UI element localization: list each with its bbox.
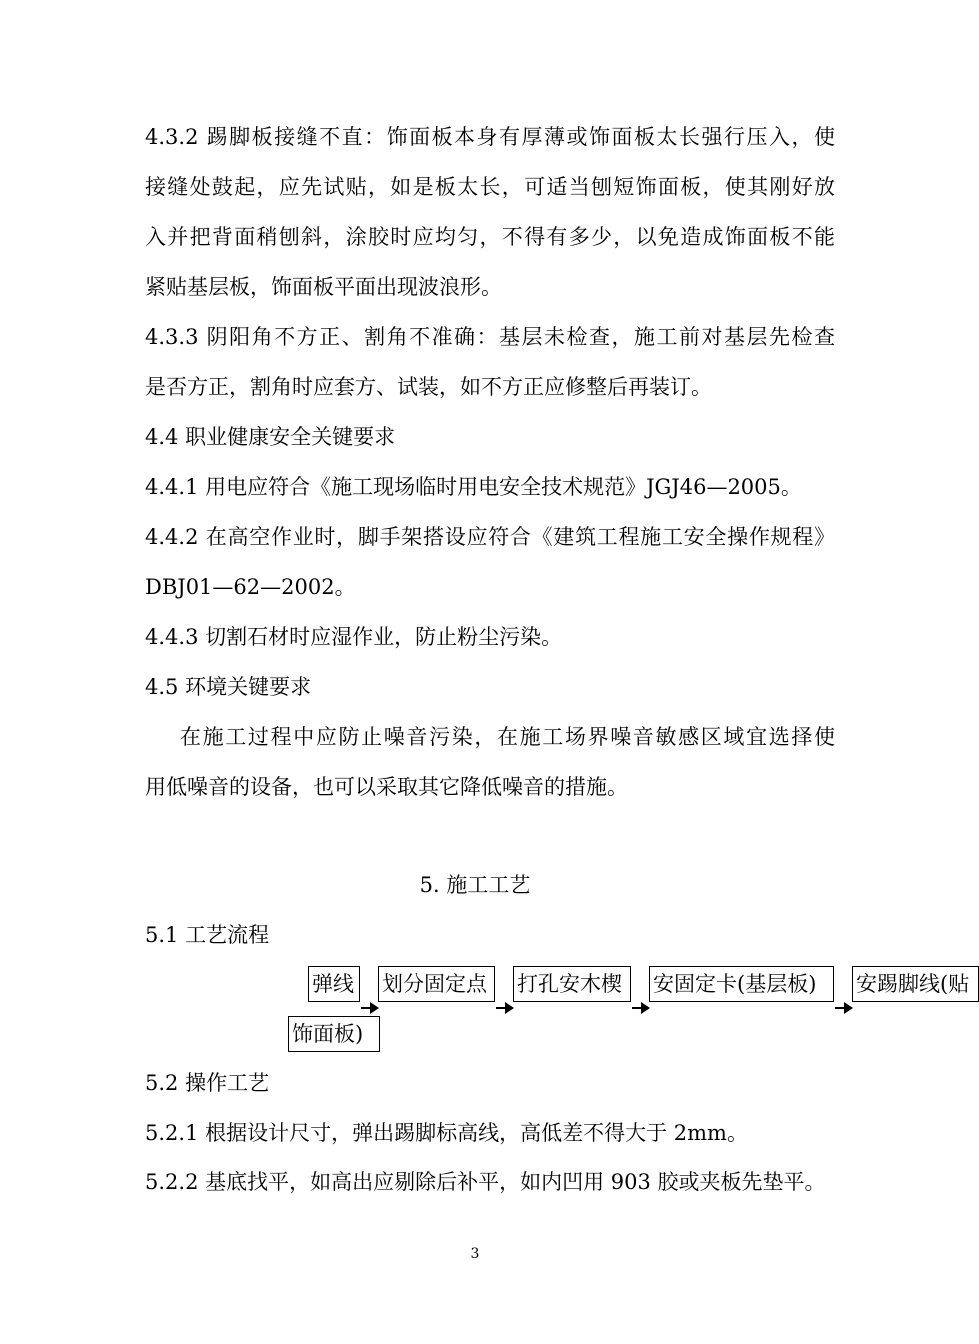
- paragraph-line: 5.2.2 基底找平，如高出应剔除后补平，如内凹用 903 胶或夹板先垫平。: [145, 1170, 826, 1194]
- paragraph-line: 用低噪音的设备，也可以采取其它降低噪音的措施。: [145, 775, 628, 799]
- flow-heading: 5.1 工艺流程: [145, 923, 270, 947]
- paragraph-line: 4.4.2 在高空作业时，脚手架搭设应符合《建筑工程施工安全操作规程》: [145, 525, 835, 549]
- paragraph-line: 4.4.3 切割石材时应湿作业，防止粉尘污染。: [145, 625, 563, 649]
- flow-step-box: 弹线: [308, 966, 360, 1002]
- paragraph-line: DBJ01—62—2002。: [145, 575, 356, 599]
- subsection-heading: 4.4 职业健康安全关键要求: [145, 425, 396, 449]
- arrow-right-icon: [361, 1007, 377, 1009]
- flow-step-box: 划分固定点: [378, 966, 495, 1002]
- paragraph-line: 4.3.2 踢脚板接缝不直：饰面板本身有厚薄或饰面板太长强行压入，使: [145, 125, 835, 149]
- arrow-right-icon: [632, 1007, 648, 1009]
- paragraph-line: 在施工过程中应防止噪音污染，在施工场界噪音敏感区域宜选择使: [180, 725, 835, 749]
- page-number: 3: [470, 1246, 480, 1262]
- arrow-right-icon: [496, 1007, 512, 1009]
- flow-step-box: 打孔安木楔: [513, 966, 631, 1002]
- paragraph-line: 4.3.3 阴阳角不方正、割角不准确：基层未检查，施工前对基层先检查: [145, 325, 835, 349]
- paragraph-line: 是否方正，割角时应套方、试装，如不方正应修整后再装订。: [145, 375, 712, 399]
- flow-step-box: 安踢脚线(贴: [852, 966, 979, 1002]
- subsection-heading: 5.2 操作工艺: [145, 1071, 270, 1095]
- paragraph-line: 4.4.1 用电应符合《施工现场临时用电安全技术规范》JGJ46—2005。: [145, 475, 802, 499]
- paragraph-line: 入并把背面稍刨斜，涂胶时应均匀，不得有多少，以免造成饰面板不能: [145, 225, 835, 249]
- arrow-right-icon: [835, 1007, 851, 1009]
- flow-step-box: 安固定卡(基层板): [649, 966, 834, 1002]
- section-title: 5. 施工工艺: [419, 873, 531, 897]
- paragraph-line: 接缝处鼓起，应先试贴，如是板太长，可适当刨短饰面板，使其刚好放: [145, 175, 835, 199]
- paragraph-line: 紧贴基层板，饰面板平面出现波浪形。: [145, 275, 502, 299]
- subsection-heading: 4.5 环境关键要求: [145, 675, 312, 699]
- flow-step-box-continued: 饰面板): [288, 1016, 380, 1052]
- paragraph-line: 5.2.1 根据设计尺寸，弹出踢脚标高线，高低差不得大于 2mm。: [145, 1121, 748, 1145]
